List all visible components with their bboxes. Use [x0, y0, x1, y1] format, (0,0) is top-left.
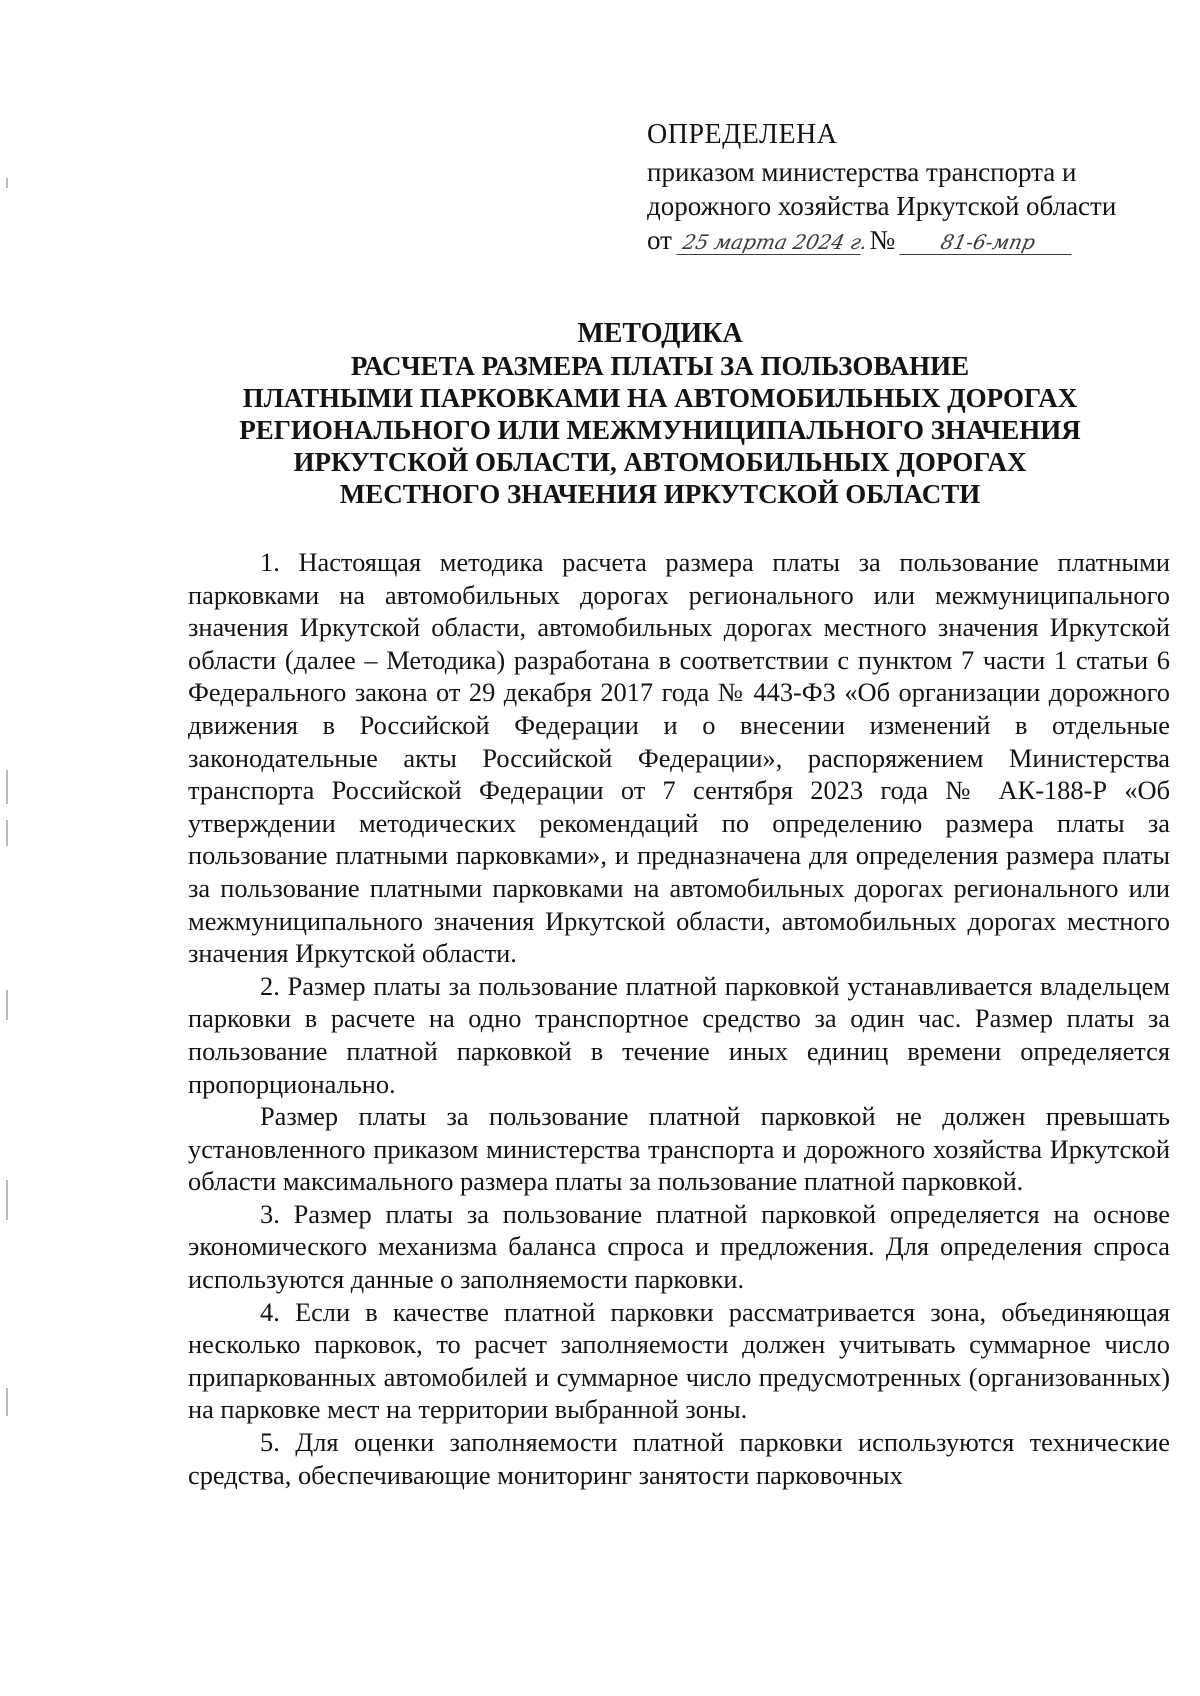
- paragraph-2: 2. Размер платы за пользование платной парковкой устанавливается владельцем парковки в расчете на одно транспортное средство за один час. Размер платы за пользование платной парковкой в течение иных единиц времени определяется пропорционально.: [188, 970, 1170, 1099]
- handwritten-number: 81-6-мпр: [899, 230, 1076, 255]
- paragraph-3: 3. Размер платы за пользование платной парковкой определяется на основе экономического механизма баланса спроса и предложения. Для определения спроса используются данные о заполняемости парковки.: [188, 1198, 1170, 1295]
- title-main: МЕТОДИКА: [577, 318, 743, 349]
- scan-mark: [6, 1388, 8, 1416]
- scan-mark: [6, 990, 8, 1020]
- approval-line-1: приказом министерства транспорта и: [647, 157, 1077, 187]
- approval-stamp-block: [647, 118, 1167, 257]
- title-line: РЕГИОНАЛЬНОГО ИЛИ МЕЖМУНИЦИПАЛЬНОГО ЗНАЧЕНИЯ: [239, 415, 1081, 445]
- approval-date-number-line: [647, 223, 1167, 257]
- approval-line-2: дорожного хозяйства Иркутской области: [647, 191, 1117, 221]
- scan-mark: [6, 770, 8, 804]
- paragraph-5: 5. Для оценки заполняемости платной парковки используются технические средства, обеспечивающие мониторинг занятости парковочных: [188, 1427, 1170, 1490]
- document-title: [180, 318, 1140, 510]
- scan-mark: [6, 820, 8, 846]
- title-line: ПЛАТНЫМИ ПАРКОВКАМИ НА АВТОМОБИЛЬНЫХ ДОРОГАХ: [242, 383, 1078, 413]
- number-label: №: [869, 225, 896, 255]
- paragraph-4: 4. Если в качестве платной парковки рассматривается зона, объединяющая несколько парковок, то расчет заполняемости должен учитывать суммарное число припаркованных автомобилей и суммарное число предусмотренных (организованных) на парковке мест на территории выбранной зоны.: [188, 1296, 1170, 1425]
- scan-mark: [6, 1180, 8, 1220]
- paragraph-2-cont: Размер платы за пользование платной парковкой не должен превышать установленного приказом министерства транспорта и дорожного хозяйства Иркутской области максимального размера платы за пользование платной парковкой.: [188, 1101, 1170, 1197]
- paragraph-1: 1. Настоящая методика расчета размера платы за пользование платными парковками на автомобильных дорогах регионального или межмуниципального значения Иркутской области, автомобильных дорогах местного значения Иркутской области (далее – Методика) разработана в соответствии с пунктом 7 части 1 статьи 6 Федерального закона от 29 декабря 2017 года № 443-ФЗ «Об организации дорожного движения в Российской Федерации и о внесении изменений в отдельные законодательные акты Российской Федерации», распоряжением Министерства транспорта Российской Федерации от 7 сентября 2023 года № АК-188-Р «Об утверждении методических рекомендаций по определению размера платы за пользование платными парковками», и предназначена для определения размера платы за пользование платными парковками на автомобильных дорогах регионального или межмуниципального значения Иркутской области, автомобильных дорогах местного значения Иркутской области.: [188, 547, 1170, 969]
- scan-mark: [6, 178, 8, 188]
- approval-heading: ОПРЕДЕЛЕНА: [647, 119, 838, 150]
- title-line: РАСЧЕТА РАЗМЕРА ПЛАТЫ ЗА ПОЛЬЗОВАНИЕ: [350, 351, 970, 381]
- title-line: МЕСТНОГО ЗНАЧЕНИЯ ИРКУТСКОЙ ОБЛАСТИ: [339, 479, 981, 509]
- title-line: ИРКУТСКОЙ ОБЛАСТИ, АВТОМОБИЛЬНЫХ ДОРОГАХ: [293, 447, 1027, 477]
- from-label: от: [647, 225, 672, 255]
- document-body: [188, 546, 1170, 1491]
- handwritten-date: 25 марта 2024 г.: [676, 230, 865, 255]
